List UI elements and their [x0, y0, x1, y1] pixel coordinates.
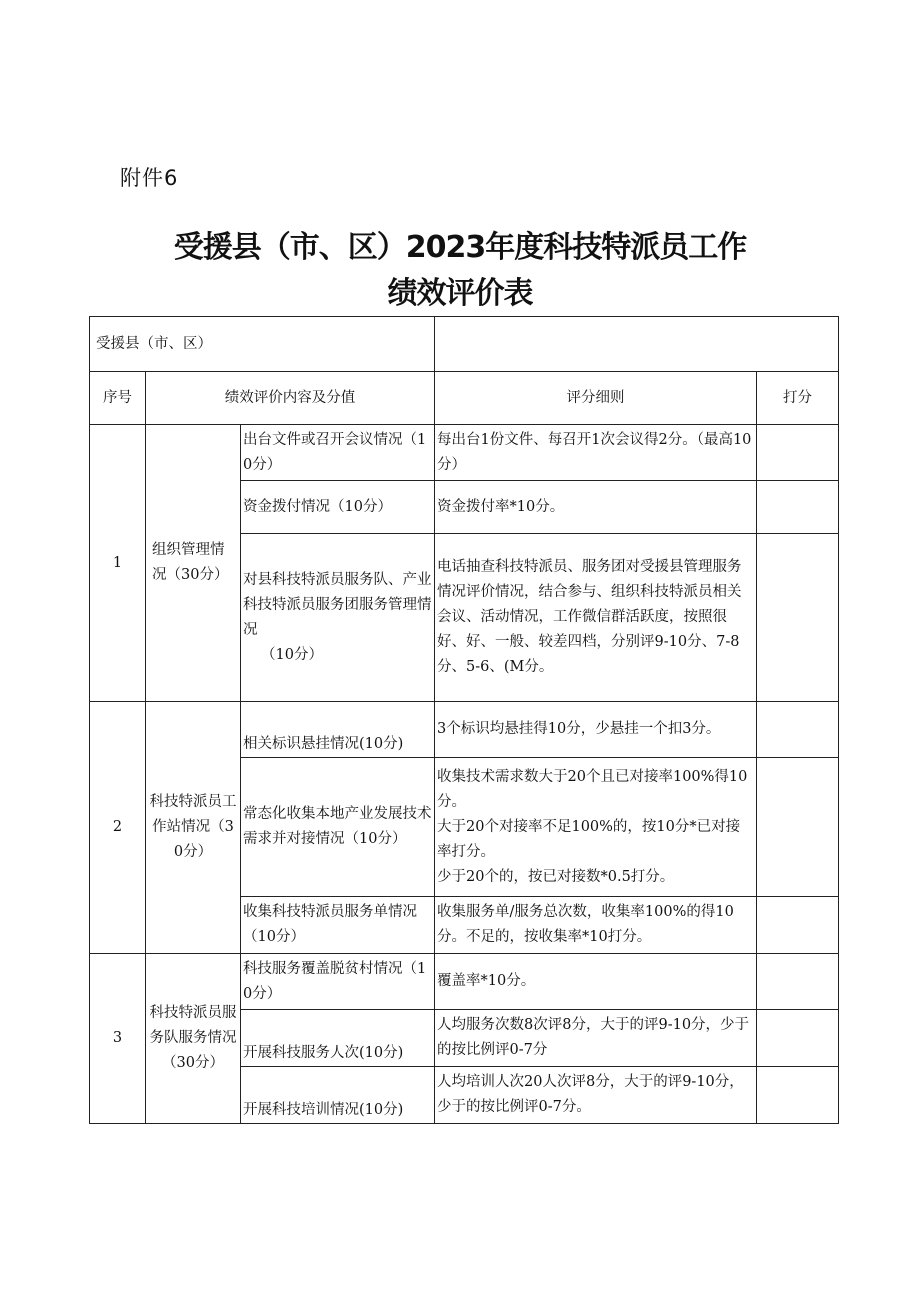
score-cell[interactable] [757, 1010, 839, 1067]
item-criteria: 覆盖率*10分。 [435, 954, 757, 1010]
item-criteria: 资金拨付率*10分。 [435, 481, 757, 534]
item-content: 出台文件或召开会议情况（10分） [241, 425, 435, 481]
score-cell[interactable] [757, 702, 839, 758]
score-cell[interactable] [757, 425, 839, 481]
header-score: 打分 [757, 372, 839, 425]
score-cell[interactable] [757, 1067, 839, 1124]
county-label: 受援县（市、区） [90, 317, 435, 372]
item-content: 开展科技培训情况(10分) [241, 1067, 435, 1124]
item-criteria: 每出台1份文件、每召开1次会议得2分。（最高10分） [435, 425, 757, 481]
score-cell[interactable] [757, 897, 839, 954]
table-row [90, 702, 839, 758]
score-cell[interactable] [757, 954, 839, 1010]
group-index: 2 [90, 702, 146, 954]
page-title: 受援县（市、区）2023年度科技特派员工作 [173, 230, 747, 265]
group-index: 3 [90, 954, 146, 1124]
item-criteria: 人均培训人次20人次评8分，大于的评9-10分，少于的按比例评0-7分。 [435, 1067, 757, 1124]
attachment-label: 附件6 [120, 166, 179, 190]
item-content: 收集科技特派员服务单情况（10分） [241, 897, 435, 954]
page-subtitle: 绩效评价表 [387, 276, 533, 311]
group-index: 1 [90, 425, 146, 702]
item-content [241, 534, 435, 702]
evaluation-table [89, 316, 839, 1124]
criteria-line: 收集技术需求数大于20个且已对接率100%得10分。 [437, 768, 748, 810]
group-category: 组织管理情况（30分） [146, 425, 241, 702]
table-row [90, 425, 839, 481]
criteria-line: 少于20个的，按已对接数*0.5打分。 [437, 868, 675, 885]
item-content: 资金拨付情况（10分） [241, 481, 435, 534]
item-criteria [435, 758, 757, 897]
item-content-score: （10分） [261, 646, 323, 663]
county-input[interactable] [435, 317, 839, 372]
item-criteria: 电话抽查科技特派员、服务团对受援县管理服务情况评价情况，结合参与、组织科技特派员相关会议、活动情况，工作微信群活跃度，按照很好、好、一般、较差四档，分别评9-10分、7-8分、5-6、(M分。 [435, 534, 757, 702]
score-cell[interactable] [757, 481, 839, 534]
item-content: 开展科技服务人次(10分) [241, 1010, 435, 1067]
score-cell[interactable] [757, 534, 839, 702]
item-criteria: 3个标识均悬挂得10分，少悬挂一个扣3分。 [435, 702, 757, 758]
item-content: 常态化收集本地产业发展技术需求并对接情况（10分） [241, 758, 435, 897]
header-criteria: 评分细则 [435, 372, 757, 425]
item-content: 科技服务覆盖脱贫村情况（10分） [241, 954, 435, 1010]
item-criteria: 人均服务次数8次评8分，大于的评9-10分，少于的按比例评0-7分 [435, 1010, 757, 1067]
county-row [90, 317, 839, 372]
score-cell[interactable] [757, 758, 839, 897]
criteria-line: 大于20个对接率不足100%的，按10分*已对接率打分。 [437, 818, 741, 860]
group-category: 科技特派员工作站情况（30分） [146, 702, 241, 954]
item-content: 相关标识悬挂情况(10分) [241, 702, 435, 758]
header-content: 绩效评价内容及分值 [146, 372, 435, 425]
item-content-text: 对县科技特派员服务队、产业科技特派员服务团服务管理情况 [243, 571, 432, 638]
header-index: 序号 [90, 372, 146, 425]
item-criteria: 收集服务单/服务总次数，收集率100%的得10分。不足的，按收集率*10打分。 [435, 897, 757, 954]
header-row [90, 372, 839, 425]
group-category: 科技特派员服务队服务情况（30分） [146, 954, 241, 1124]
table-row [90, 954, 839, 1010]
